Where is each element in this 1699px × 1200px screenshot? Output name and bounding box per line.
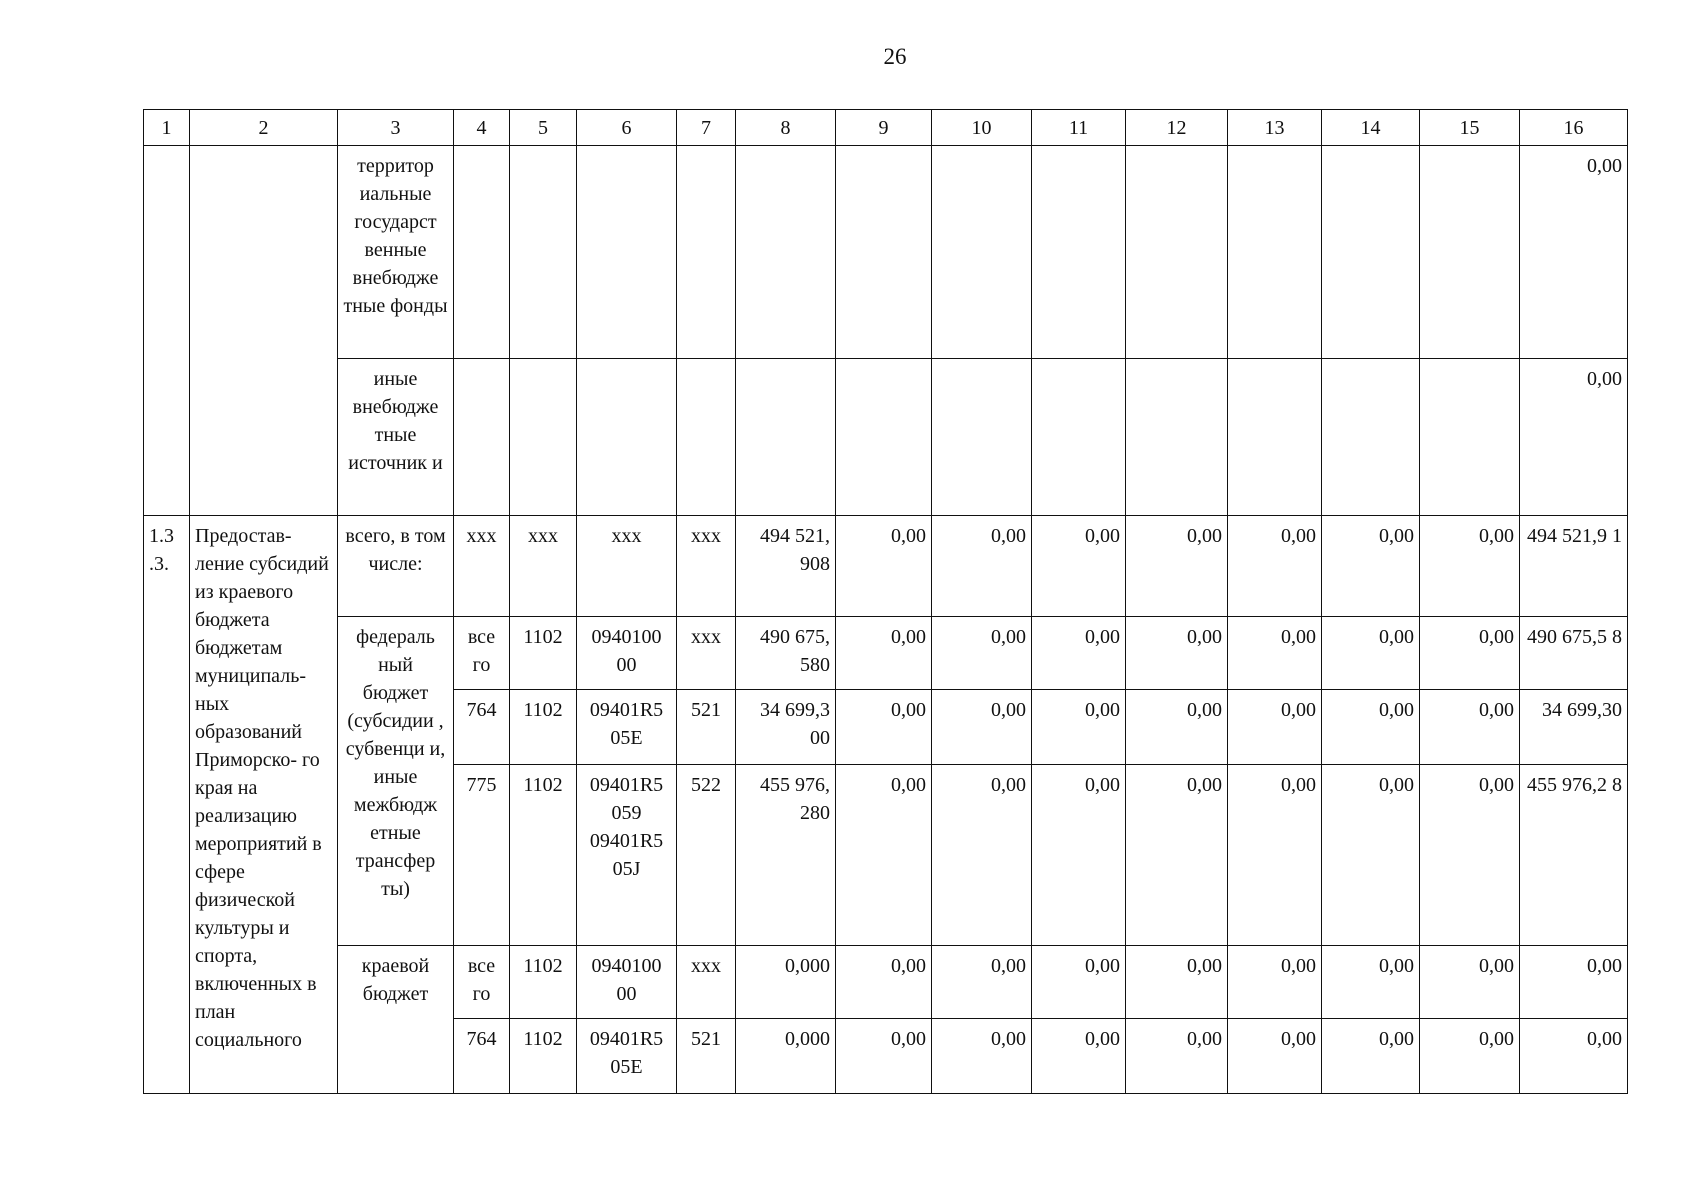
funding-source-cell: иные внебюдже тные источник и	[338, 359, 454, 516]
header-cell: 16	[1520, 110, 1628, 146]
empty-cell	[1420, 359, 1520, 516]
table-cell: все го	[454, 946, 510, 1019]
header-cell: 15	[1420, 110, 1520, 146]
table-cell: 1102	[510, 690, 577, 765]
table-cell: 0,00	[1126, 946, 1228, 1019]
table-cell: 0,00	[1228, 946, 1322, 1019]
table-cell: 0,00	[1032, 690, 1126, 765]
empty-cell	[510, 146, 577, 359]
table-cell: 0,00	[1032, 765, 1126, 946]
table-cell: 0,00	[1420, 946, 1520, 1019]
table-row-item-total	[144, 516, 1628, 617]
header-cell: 13	[1228, 110, 1322, 146]
table-cell: 0,00	[1032, 946, 1126, 1019]
budget-table	[143, 109, 1628, 1094]
table-cell: 0,00	[1126, 516, 1228, 617]
total-cell: 0,00	[1520, 146, 1628, 359]
header-cell: 10	[932, 110, 1032, 146]
table-cell: 0,00	[836, 516, 932, 617]
table-cell: ххх	[677, 946, 736, 1019]
empty-cell	[1032, 146, 1126, 359]
table-cell: 0940100 00	[577, 946, 677, 1019]
table-cell: 0,000	[736, 946, 836, 1019]
table-cell: 0,00	[1032, 617, 1126, 690]
table-cell: 0,00	[1126, 1019, 1228, 1094]
table-cell: 0,00	[1228, 516, 1322, 617]
table-cell: 1102	[510, 1019, 577, 1094]
item-number-cell: 1.3 .3.	[144, 516, 190, 1094]
empty-cell	[1420, 146, 1520, 359]
table-cell: 0,00	[1228, 765, 1322, 946]
header-cell: 9	[836, 110, 932, 146]
header-cell: 5	[510, 110, 577, 146]
table-cell: 0,00	[1228, 1019, 1322, 1094]
table-cell: 0,00	[932, 690, 1032, 765]
header-cell: 12	[1126, 110, 1228, 146]
empty-cell	[1126, 359, 1228, 516]
table-cell: 522	[677, 765, 736, 946]
empty-cell	[1322, 146, 1420, 359]
header-cell: 7	[677, 110, 736, 146]
table-cell: 1102	[510, 765, 577, 946]
table-cell: 521	[677, 690, 736, 765]
empty-cell	[190, 146, 338, 516]
empty-cell	[932, 359, 1032, 516]
empty-cell	[577, 146, 677, 359]
table-cell: 0,00	[1420, 690, 1520, 765]
table-cell: 1102	[510, 617, 577, 690]
table-cell: 0,00	[1420, 617, 1520, 690]
table-cell: 764	[454, 690, 510, 765]
table-cell: 0,00	[1322, 1019, 1420, 1094]
total-cell: 494 521,9 1	[1520, 516, 1628, 617]
table-cell: 0,00	[836, 765, 932, 946]
table-cell: 0,00	[1322, 946, 1420, 1019]
table-row-other-sources	[144, 359, 1628, 516]
empty-cell	[736, 359, 836, 516]
table-cell: 0,00	[1126, 617, 1228, 690]
empty-cell	[577, 359, 677, 516]
table-cell: 09401R5 05E	[577, 690, 677, 765]
table-cell: ххх	[510, 516, 577, 617]
table-cell: 0,00	[932, 765, 1032, 946]
table-cell: 0,00	[1032, 516, 1126, 617]
table-cell: 0940100 00	[577, 617, 677, 690]
header-cell: 8	[736, 110, 836, 146]
table-cell: 490 675, 580	[736, 617, 836, 690]
empty-cell	[1228, 359, 1322, 516]
table-cell: 0,00	[932, 946, 1032, 1019]
table-cell: 0,00	[1228, 690, 1322, 765]
table-cell: 0,00	[932, 516, 1032, 617]
header-cell: 6	[577, 110, 677, 146]
table-cell: 0,00	[1420, 516, 1520, 617]
empty-cell	[677, 146, 736, 359]
header-cell: 1	[144, 110, 190, 146]
total-cell: 34 699,30	[1520, 690, 1628, 765]
table-cell: 0,00	[1126, 765, 1228, 946]
table-cell: все го	[454, 617, 510, 690]
table-cell: 34 699,3 00	[736, 690, 836, 765]
table-cell: 0,00	[1322, 690, 1420, 765]
header-cell: 11	[1032, 110, 1126, 146]
table-cell: ххх	[677, 617, 736, 690]
funding-source-cell: федераль ный бюджет (субсидии , субвенци и, иные межбюдж етные трансфер ты)	[338, 617, 454, 946]
empty-cell	[736, 146, 836, 359]
empty-cell	[454, 359, 510, 516]
header-cell: 3	[338, 110, 454, 146]
table-cell: 1102	[510, 946, 577, 1019]
funding-source-cell: всего, в том числе:	[338, 516, 454, 617]
total-cell: 0,00	[1520, 1019, 1628, 1094]
total-cell: 455 976,2 8	[1520, 765, 1628, 946]
table-cell: 0,00	[1032, 1019, 1126, 1094]
table-cell: 0,00	[836, 617, 932, 690]
table-cell: ххх	[677, 516, 736, 617]
table-cell: 09401R5 059 09401R5 05J	[577, 765, 677, 946]
table-row-territorial-funds	[144, 146, 1628, 359]
empty-cell	[1032, 359, 1126, 516]
table-cell: 0,00	[1322, 516, 1420, 617]
table-cell: 0,00	[836, 1019, 932, 1094]
table-cell: ххх	[454, 516, 510, 617]
table-cell: 0,00	[1322, 617, 1420, 690]
table-cell: 775	[454, 765, 510, 946]
empty-cell	[932, 146, 1032, 359]
table-cell: 0,00	[932, 617, 1032, 690]
table-cell: 521	[677, 1019, 736, 1094]
table-cell: 09401R5 05E	[577, 1019, 677, 1094]
funding-source-cell: краевой бюджет	[338, 946, 454, 1094]
header-cell: 14	[1322, 110, 1420, 146]
total-cell: 490 675,5 8	[1520, 617, 1628, 690]
header-cell: 4	[454, 110, 510, 146]
table-row-regional	[144, 946, 1628, 1019]
funding-source-cell: территор иальные государст венные внебюдже тные фонды	[338, 146, 454, 359]
empty-cell	[836, 359, 932, 516]
table-cell: 0,00	[932, 1019, 1032, 1094]
table-cell: 0,00	[836, 946, 932, 1019]
table-cell: 0,000	[736, 1019, 836, 1094]
empty-cell	[1228, 146, 1322, 359]
table-cell: 0,00	[836, 690, 932, 765]
table-cell: 0,00	[1420, 1019, 1520, 1094]
table-cell: 0,00	[1420, 765, 1520, 946]
page-number: 26	[883, 44, 907, 69]
table-cell: 0,00	[1228, 617, 1322, 690]
table-cell: 764	[454, 1019, 510, 1094]
table-cell: ххх	[577, 516, 677, 617]
empty-cell	[510, 359, 577, 516]
header-cell: 2	[190, 110, 338, 146]
table-cell: 0,00	[1322, 765, 1420, 946]
empty-cell	[1322, 359, 1420, 516]
table-cell: 0,00	[1126, 690, 1228, 765]
empty-cell	[454, 146, 510, 359]
item-name-cell: Предостав- ление субсидий из краевого бюджета бюджетам муниципаль- ных образований Приморско- го края на реализацию мероприятий в сфере физической культуры и спорта, включенных в план социального	[190, 516, 338, 1094]
header-row	[144, 110, 1628, 146]
empty-cell	[677, 359, 736, 516]
total-cell: 0,00	[1520, 946, 1628, 1019]
table-cell: 455 976, 280	[736, 765, 836, 946]
empty-cell	[144, 146, 190, 516]
table-row-federal	[144, 617, 1628, 690]
table-cell: 494 521, 908	[736, 516, 836, 617]
empty-cell	[836, 146, 932, 359]
total-cell: 0,00	[1520, 359, 1628, 516]
empty-cell	[1126, 146, 1228, 359]
